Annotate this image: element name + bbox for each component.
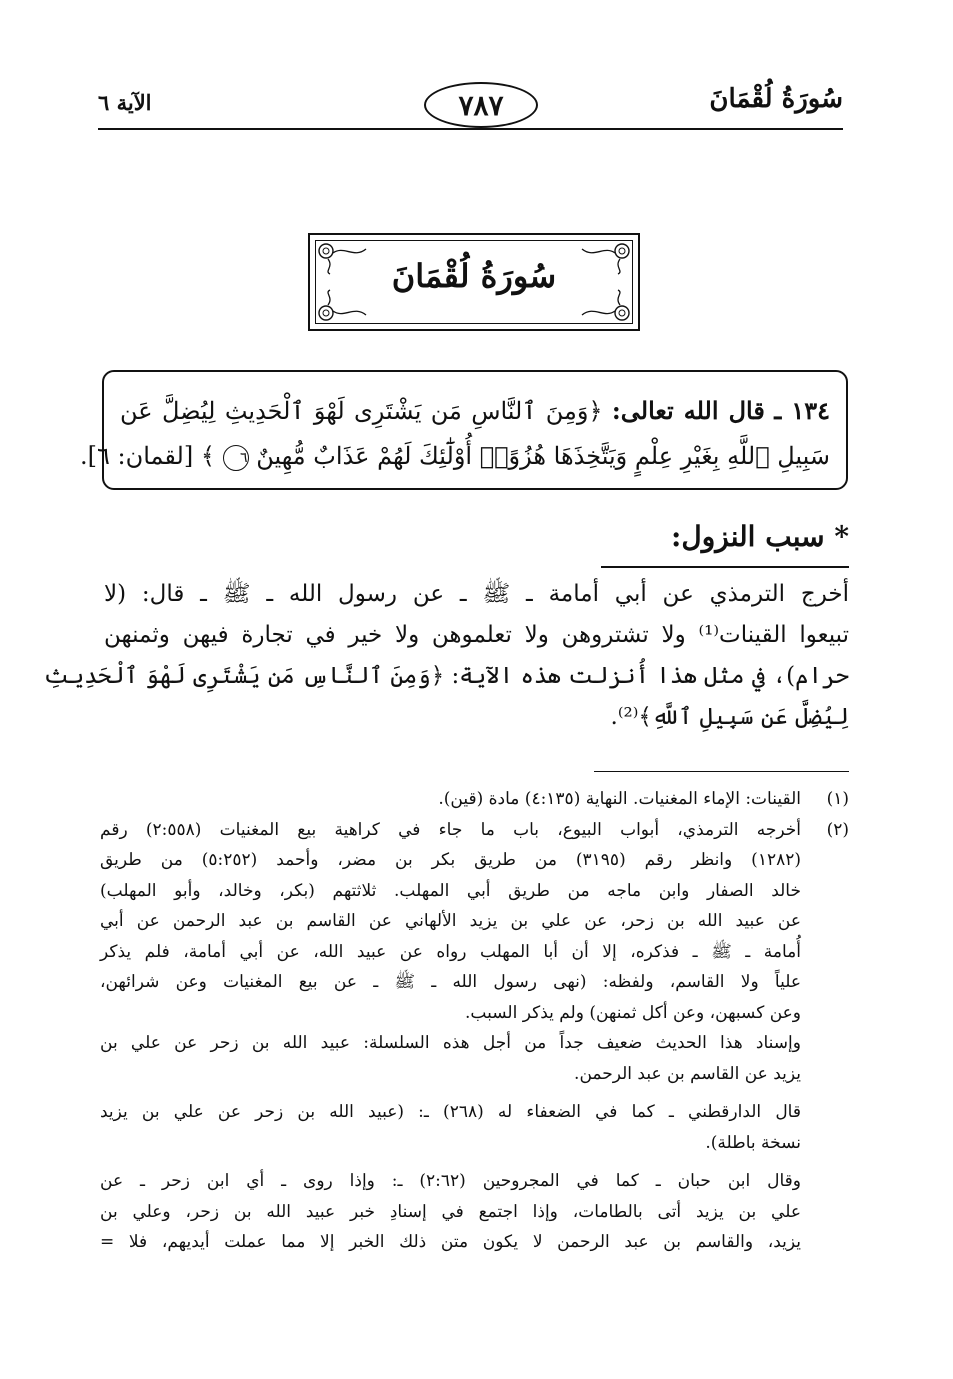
footnote-2-line: أُمامة ـ ﷺ ـ فذكره، إلا أن أبا المهلب رواه عن عبيد الله، عن أبي أمامة، فلم يذكر [100, 941, 801, 962]
section-body [43, 574, 850, 738]
body-line: حرام)، في مثل هذا أُنزلت هذه الآية: ﴿وَمِنَ ٱلنَّاسِ مَن يَشْتَرِى لَهْوَ ٱلْحَدِيثِ [43, 663, 849, 689]
footnote-paragraph-line: وقال ابن حبان ـ كما في المجروحين (٢:٦٢) ـ: وإذا روى ـ أي ابن زحر ـ عن [100, 1171, 801, 1191]
verse-reference: ﴾ [لقمان: ٦]. [79, 442, 215, 470]
verse-box [79, 370, 848, 490]
verse-line-1 [120, 388, 830, 434]
footnote-paragraph-line: وإسناد هذا الحديث ضعيف جداً من أجل هذه السلسلة: عبيد الله بن زحر عن علي بن [100, 1033, 801, 1053]
running-head-ayah: الآية ٦ [98, 90, 152, 115]
footnote-paragraph-line: قال الدارقطني ـ كما في الضعفاء له (٢٦٨) ـ: (عبيد الله بن زحر عن علي بن يزيد [100, 1102, 801, 1122]
footnote-label: (١) [826, 789, 849, 809]
section-heading-rule [601, 566, 849, 568]
verse-text-2: سَبِيلِ ٱللَّهِ بِغَيْرِ عِلْمٍ وَيَتَّخِذَهَا هُزُوًاۚ أُوْلَٰٓئِكَ لَهُمْ عَذَابٌ مُّهِينٌ [256, 442, 830, 470]
surah-title: سُورَةُ لُقْمَانَ [391, 257, 557, 295]
footnote-2-line [100, 815, 849, 846]
body-line: لِيُضِلَّ عَن سَبِيلِ ٱللَّهِ﴾⁽²⁾. [610, 704, 849, 730]
footnotes [100, 784, 849, 1258]
footnote-paragraph-line: علي بن يزيد أتى بالطامات، وإذا اجتمع في إسنادِ خبر عبيد الله بن زحر، وعلي بن [100, 1201, 801, 1222]
page-number: ٧٨٧ [424, 82, 538, 128]
spacer [100, 1089, 849, 1097]
footnote-2-line: (١٢٨٢) وانظر رقم (٣١٩٥) من طريق بكر بن مضر، وأحمد (٥:٢٥٢) من طريق [100, 850, 801, 870]
running-head-surah: سُورَةُ لُقْمَانَ [709, 84, 843, 114]
footnote-2-line: عن عبيد الله بن زحر، عن علي بن يزيد الألهاني عن القاسم بن عبد الرحمن عن أبي [100, 911, 801, 931]
footnote-label: (٢) [826, 819, 849, 840]
verse-line-2 [79, 434, 830, 479]
footnote-1 [100, 784, 849, 815]
footnote-text: أخرجه الترمذي، أبواب البيوع، باب ما جاء في كراهية بيع المغنيات (٢:٥٥٨) رقم [100, 819, 802, 840]
body-line: تبيعوا القينات⁽¹⁾ ولا تشتروهن ولا تعلموهن ولا خير في تجارة فيهن وثمنهن [104, 622, 850, 648]
verse-text-1: ﴿وَمِنَ ٱلنَّاسِ مَن يَشْتَرِى لَهْوَ ٱلْحَدِيثِ لِيُضِلَّ عَن [120, 397, 603, 425]
footnote-paragraph-line: يزيد، والقاسم بن عبد الرحمن لا يكون متن ذلك الخبر إلا مما عملت أيديهم، فلا = [100, 1232, 801, 1252]
footnote-separator [594, 771, 849, 772]
surah-title-frame [308, 233, 640, 331]
body-line: أخرج الترمذي عن أبي أمامة ـ ﷺ ـ عن رسول الله ـ ﷺ ـ قال: (لا [104, 581, 849, 607]
header-rule [98, 128, 843, 130]
spacer [100, 1158, 849, 1166]
footnote-paragraph-line: يزيد عن القاسم بن عبد الرحمن. [574, 1063, 801, 1084]
section-heading: * سبب النزول: [671, 520, 849, 553]
ayah-number-marker: ٦ [223, 445, 249, 471]
footnote-text: القينات: الإماء المغنيات. النهاية (٤:١٣٥) مادة (قين). [438, 789, 801, 809]
footnote-2-line: وعن كسبهن، وعن أكل ثمنهن) ولم يذكر السبب. [465, 1002, 801, 1023]
footnote-2-line: علياً ولا القاسم، ولفظه: (نهى رسول الله ـ ﷺ ـ عن بيع المغنيات وعن شرائهن، [100, 972, 801, 992]
verse-number: ١٣٤ ـ [774, 396, 830, 425]
footnote-paragraph-line: نسخة باطلة). [705, 1132, 801, 1153]
verse-intro: قال الله تعالى: [611, 396, 765, 425]
footnote-2-line: خالد الصفار وابن ماجه من طريق أبي المهلب. ثلاثتهم (بكر، وخالد، وأبو المهلب) [100, 880, 801, 901]
